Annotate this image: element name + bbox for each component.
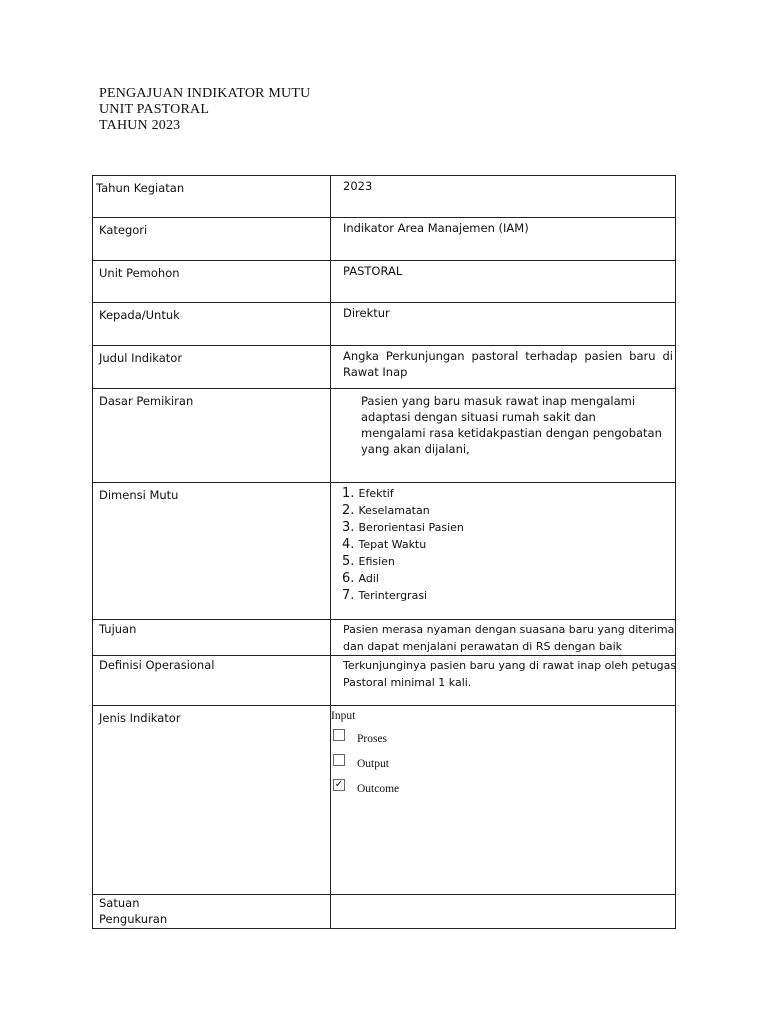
jenis-option-label: Output [357,758,389,770]
label-kategori: Kategori [99,223,148,237]
value-definisi-line2: Pastoral minimal 1 kali. [343,676,472,689]
label-satuan: Satuan [99,896,140,910]
label-unit-pemohon: Unit Pemohon [99,266,180,280]
list-item: 6. Adil [342,571,379,586]
jenis-option-label: Proses [357,733,388,745]
row-tahun-kegiatan [93,176,676,218]
row-definisi-operasional [93,656,676,706]
header-unit: UNIT PASTORAL [99,102,210,117]
jenis-option-proses [331,729,675,754]
value-dasar-pemikiran: Pasien yang baru masuk rawat inap mengalami adaptasi dengan situasi rumah sakit dan mengalami rasa ketidakpastian dengan pengobatan yang akan dijalani, [361,394,662,456]
value-tujuan-line2: dan dapat menjalani perawatan di RS dengan baik [343,640,623,653]
value-definisi-line1: Terkunjunginya pasien baru yang di rawat inap oleh petugas [343,659,677,672]
label-dasar-pemikiran: Dasar Pemikiran [99,394,194,408]
document-header [99,86,310,134]
label-tujuan: Tujuan [99,622,137,636]
value-satuan-pengukuran [331,895,675,897]
list-item: 3. Berorientasi Pasien [342,520,464,535]
checkbox-proses[interactable] [333,729,345,741]
row-tujuan [93,620,676,656]
list-item: 4. Tepat Waktu [342,537,427,552]
row-jenis-indikator [93,706,676,895]
list-item: 7. Terintergrasi [342,588,428,603]
row-judul-indikator [93,346,676,389]
dimensi-mutu-list [331,483,675,604]
label-pengukuran: Pengukuran [99,912,168,926]
value-tujuan-line1: Pasien merasa nyaman dengan suasana baru yang diterima [343,623,675,636]
value-tahun-kegiatan: 2023 [343,179,373,193]
value-judul-indikator: Angka Perkunjungan pastoral terhadap pasien baru di Rawat Inap [343,349,673,379]
value-unit-pemohon: PASTORAL [343,264,403,278]
label-dimensi-mutu: Dimensi Mutu [99,488,179,502]
row-dimensi-mutu [93,483,676,620]
indicator-form-table [92,175,676,929]
row-kategori [93,218,676,261]
value-kepada-untuk: Direktur [343,306,390,320]
row-dasar-pemikiran [93,389,676,483]
checkbox-output[interactable] [333,754,345,766]
list-item: 1. Efektif [342,486,394,501]
value-kategori: Indikator Area Manajemen (IAM) [343,221,529,235]
label-kepada-untuk: Kepada/Untuk [99,308,180,322]
row-kepada-untuk [93,303,676,346]
row-satuan-pengukuran [93,895,676,929]
label-judul-indikator: Judul Indikator [99,351,183,365]
label-tahun-kegiatan: Tahun Kegiatan [96,181,185,195]
label-definisi-operasional: Definisi Operasional [99,658,215,672]
checkbox-outcome[interactable]: ✓ [334,779,344,790]
list-item: 2. Keselamatan [342,503,430,518]
jenis-option-output [331,754,675,779]
jenis-option-outcome [331,779,675,804]
list-item: 5. Efisien [342,554,395,569]
jenis-option-label: Outcome [357,783,400,795]
jenis-option-input: Input [331,710,356,722]
label-jenis-indikator: Jenis Indikator [99,711,181,725]
row-unit-pemohon [93,261,676,303]
header-year: TAHUN 2023 [99,118,181,133]
header-title: PENGAJUAN INDIKATOR MUTU [99,86,311,101]
